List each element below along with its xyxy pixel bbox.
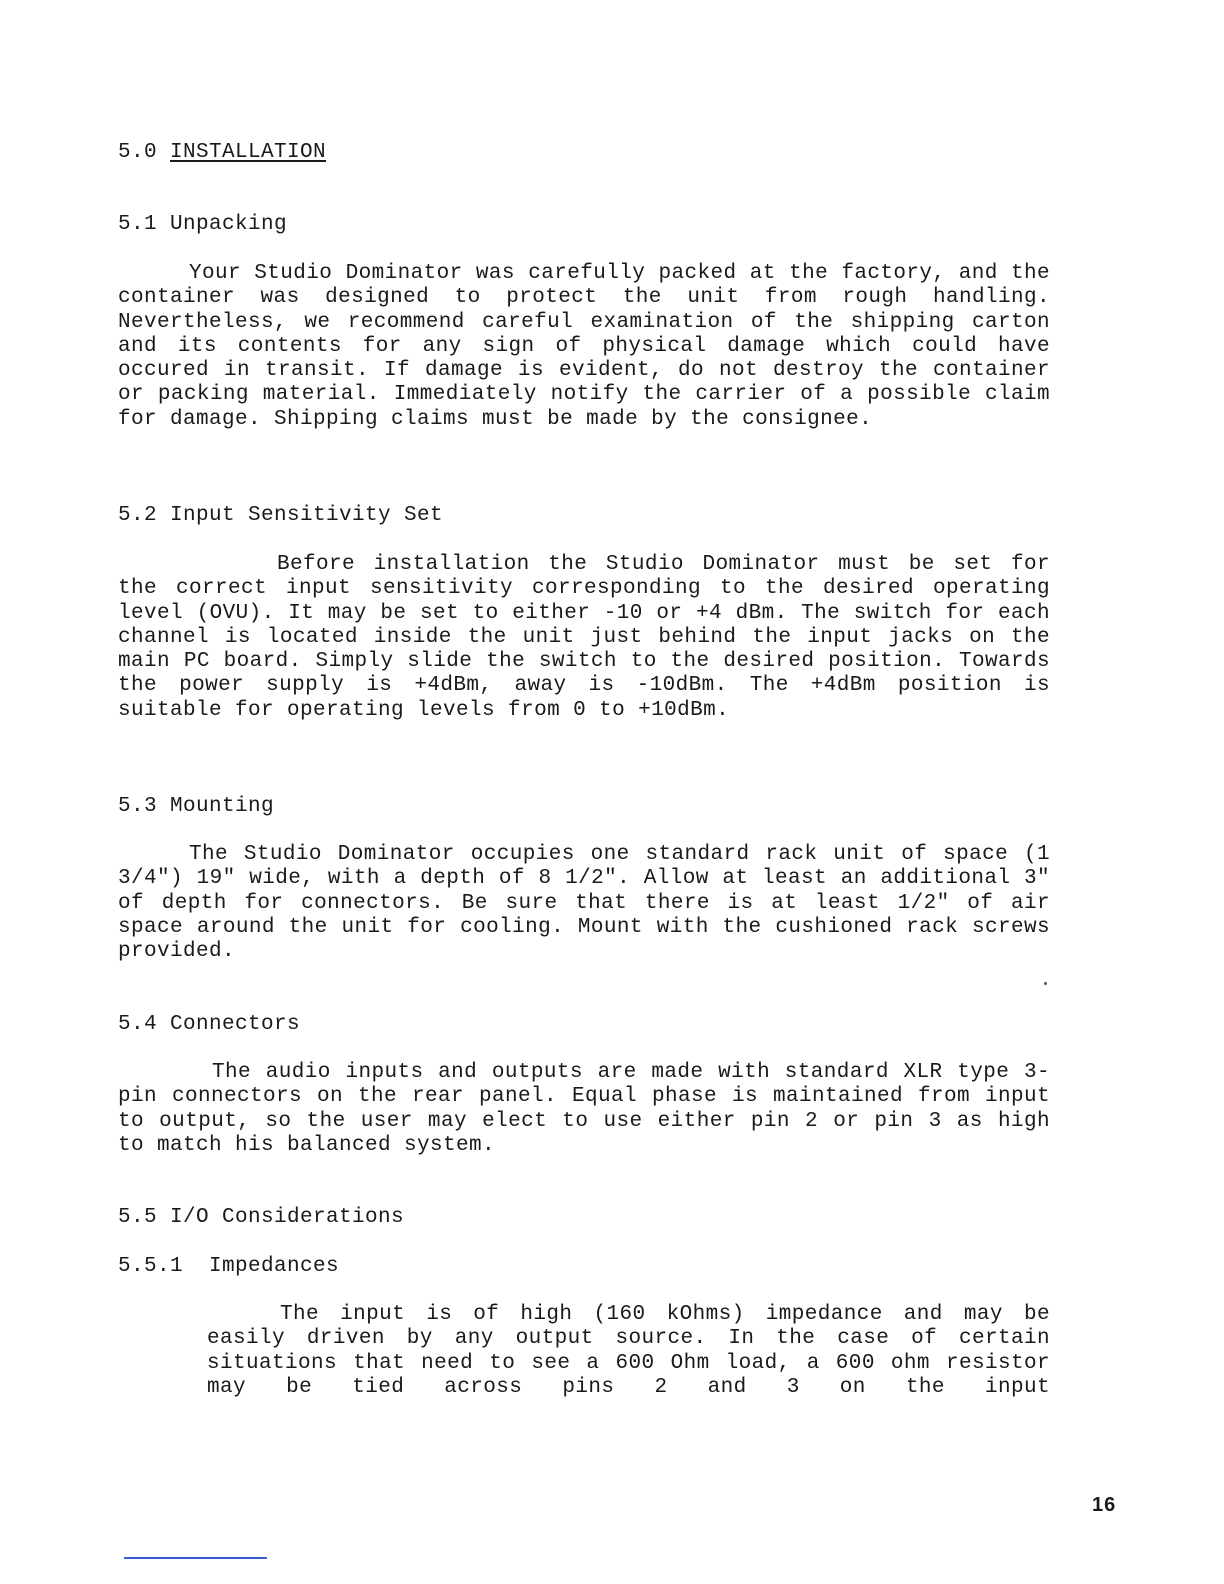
section-heading-input-sensitivity: 5.2 Input Sensitivity Set — [118, 504, 444, 527]
paragraph-mounting: The Studio Dominator occupies one standard rack unit of space (1 3/4") 19" wide, with a depth of 8 1/2". Allow at least an additional 3" of depth for connectors. Be sure that there is at least 1/2" of air space around the unit for cooling. Mount with the cushioned rack screws provided. — [118, 843, 1050, 964]
section-heading-io-considerations: 5.5 I/O Considerations — [118, 1206, 405, 1229]
section-heading-unpacking: 5.1 Unpacking — [118, 213, 288, 236]
section-heading-connectors: 5.4 Connectors — [118, 1013, 301, 1036]
paragraph-input-sensitivity: Before installation the Studio Dominator must be set for the correct input sensitivity corresponding to the desired operating level (OVU). It may be set to either -10 or +4 dBm. The switch for each channel is located inside the unit just behind the input jacks on the main PC board. Simply slide the switch to the desired position. Towards the power supply is +4dBm, away is -10dBm. The +4dBm position is suitable for operating levels from 0 to +10dBm. — [118, 553, 1050, 722]
section-heading-installation — [118, 141, 326, 165]
paragraph-connectors: The audio inputs and outputs are made with standard XLR type 3-pin connectors on the rear panel. Equal phase is maintained from input to output, so the user may elect to use either pin 2 or pin 3 as high to match his balanced system. — [118, 1061, 1050, 1157]
paragraph-unpacking: Your Studio Dominator was carefully packed at the factory, and the container was designed to protect the unit from rough handling. Nevertheless, we recommend careful examination of the shipping carton and its contents for any sign of physical damage which could have occured in transit. If damage is evident, do not destroy the container or packing material. Immediately notify the carrier of a possible claim for damage. Shipping claims must be made by the consignee. — [118, 262, 1050, 431]
section-title: INSTALLATION — [170, 141, 327, 164]
page-number: 16 — [1092, 1494, 1117, 1516]
footer-rule — [124, 1557, 267, 1559]
section-heading-mounting: 5.3 Mounting — [118, 795, 275, 818]
section-number: 5.0 — [118, 141, 158, 164]
scan-speck — [1044, 982, 1047, 985]
paragraph-impedances: The input is of high (160 kOhms) impedance and may be easily driven by any output source. In the case of certain situations that need to see a 600 Ohm load, a 600 ohm resistor may be tied across pins 2 and 3 on the input — [207, 1303, 1050, 1399]
subsection-heading-impedances: 5.5.1 Impedances — [118, 1255, 340, 1278]
